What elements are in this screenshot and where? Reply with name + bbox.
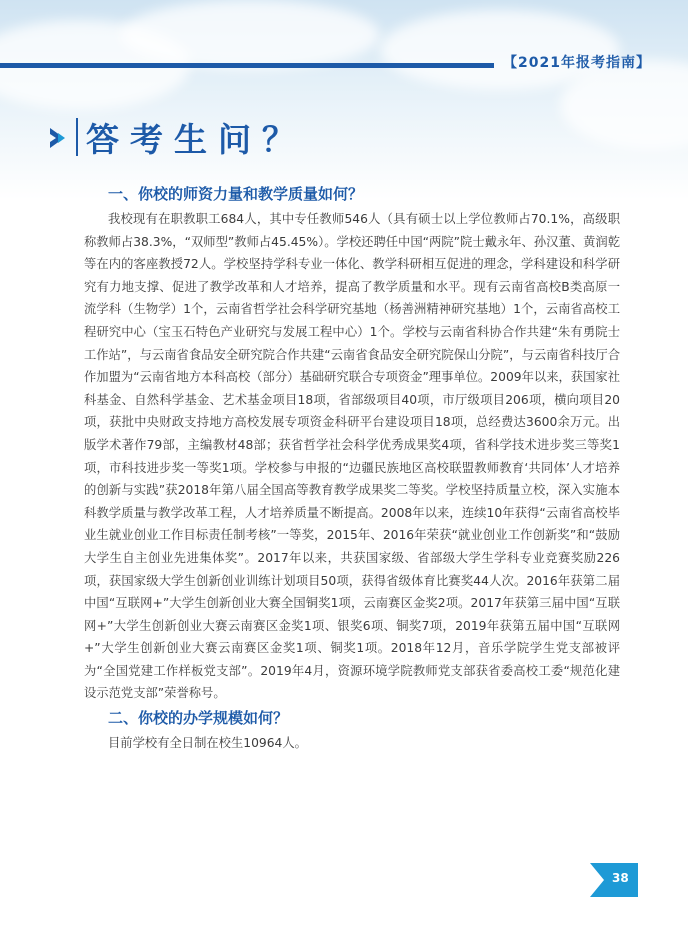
article-content <box>84 183 620 755</box>
answer-paragraph-2: 目前学校有全日制在校生10964人。 <box>108 736 307 751</box>
page-title: 答考生问？ <box>86 120 306 159</box>
title-divider <box>76 118 78 156</box>
answer-paragraph-1: 我校现有在职教职工684人，其中专任教师546人（具有硕士以上学位教师占70.1%，高级职称教师占38.3%，“双师型”教师占45.45%）。学校还聘任中国“两院”院士戴永年、孙汉董、黄润乾等在内的客座教授72人。学校坚持学科专业一体化、教学科研相互促进的理念，学科建设和科学研究有力地支撑、促进了教学改革和人才培养，提高了教学质量和水平。现有云南省高校B类高原一流学科（生物学）1个，云南省哲学社会科学研究基地（杨善洲精神研究基地）1个，云南省高校工程研究中心（宝玉石特色产业研究与发展工程中心）1个。学校与云南省科协合作共建“朱有勇院士工作站”，与云南省食品安全研究院合作共建“云南省食品安全研究院保山分院”，与云南省科技厅合作加盟为“云南省地方本科高校（部分）基础研究联合专项资金”理事单位。2009年以来，获国家社科基金、自然科学基金、艺术基金项目18项，省部级项目40项，市厅级项目206项，横向项目20项，获批中央财政支持地方高校发展专项资金科研平台建设项目18项，总经费达3600余万元。出版学术著作79部，主编教材48部；获省哲学社会科学优秀成果奖4项，省科学技术进步奖三等奖1项，市科技进步奖一等奖1项。学校参与申报的“边疆民族地区高校联盟教师教育‘共同体’人才培养的创新与实践”获2018年第八届全国高等教育教学成果奖二等奖。学校坚持质量立校，深入实施本科教学质量与教学改革工程，人才培养质量不断提高。2008年以来，连续10年获得“云南省高校毕业生就业创业工作目标责任制考核”一等奖，2015年、2016年荣获“就业创业工作创新奖”和“鼓励大学生自主创业先进集体奖”。2017年以来，共获国家级、省部级大学生学科专业竞赛奖励226项，获国家级大学生创新创业训练计划项目50项，获得省级体育比赛奖44人次。2016年获第二届中国“互联网+”大学生创新创业大赛全国铜奖1项，云南赛区金奖2项。2017年获第三届中国“互联网+”大学生创新创业大赛云南赛区金奖1项、银奖6项、铜奖7项，2019年获第五届中国“互联网+”大学生创新创业大赛云南赛区金奖1项、铜奖1项。2018年12月，音乐学院学生党支部被评为“全国党建工作样板党支部”。2019年4月，资源环境学院教师党支部获省委高校工委“规范化建设示范党支部”荣誉称号。 <box>84 212 620 701</box>
page-number: 38 <box>612 871 629 885</box>
guide-label: 【2021年报考指南】 <box>503 55 651 71</box>
question-heading-2: 二、你校的办学规模如何？ <box>108 709 289 728</box>
question-heading-1: 一、你校的师资力量和教学质量如何？ <box>108 185 364 203</box>
header-bar <box>0 63 494 68</box>
chevron-right-icon <box>48 126 70 150</box>
sky-background <box>0 0 688 200</box>
